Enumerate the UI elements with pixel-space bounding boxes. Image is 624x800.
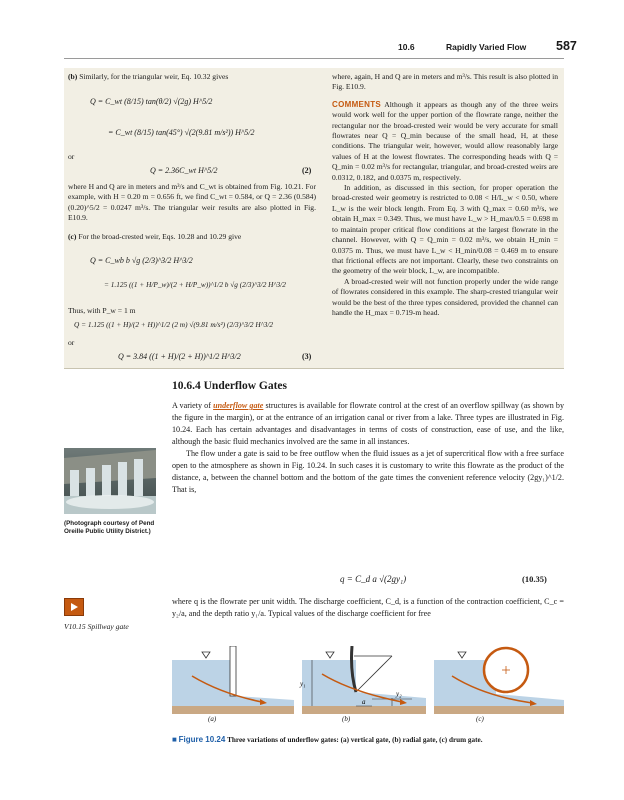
caption-square-icon: ■ xyxy=(172,735,177,744)
right-paragraph-1: where, again, H and Q are in meters and m³/s. This result is also plotted in Fig. E10.9. xyxy=(332,72,558,92)
video-label: V10.15 Spillway gate xyxy=(64,622,129,631)
figure-caption-text: Three variations of underflow gates: (a) vertical gate, (b) radial gate, (c) drum gate. xyxy=(227,736,483,744)
comments-text: Although it appears as though any of the three weirs would work well for the upper portion of the flowrate range, neither the rectangular nor the broad-crested weir would be very accurate for small flowrates near Q = Q_min because of the small head, H, at these conditions. The triangular weir, however, would allow reasonably large values of H at the lowest flowrates. The corresponding heads with Q = Q_min = 0.02 m³/s for rectangular, triangular, and broad-crested weirs are 0.0312, 0.182, and 0.0375 m, respectively. xyxy=(332,99,559,182)
equation-10-35-number: (10.35) xyxy=(522,574,547,584)
equation-3-number: (3) xyxy=(302,352,312,361)
example-part-c xyxy=(68,232,316,242)
part-b-label: (b) xyxy=(68,72,78,81)
panel-radial-gate xyxy=(299,646,426,714)
figure-label-c: (c) xyxy=(476,715,484,723)
part-c-text: For the broad-crested weir, Eqs. 10.28 and 10.29 give xyxy=(78,232,242,241)
equation-2: Q = 2.36C_wt H^5/2 xyxy=(150,166,218,175)
section-heading: 10.6.4 Underflow Gates xyxy=(172,380,287,392)
panel-vertical-gate xyxy=(172,646,294,714)
section-number: 10.6 xyxy=(398,42,415,52)
equation-c3: Q = 1.125 ((1 + H)/(2 + H))^1/2 (2 m) √(9.81 m/s²) (2/3)^3/2 H^3/2 xyxy=(74,320,274,329)
label-y2: y₂ xyxy=(396,690,402,698)
paragraph-b-text: where H and Q are in meters and m³/s and C_wt is obtained from Fig. 10.21. For example, with H = 0.20 m = 0.656 ft, we find C_wt = 0.584, or Q = 2.36 (0.584)(0.20)^5/2 = 0.0247 m³/s. The triangular weir results are also plotted in Fig. E10.9. xyxy=(68,182,316,223)
example-right-column xyxy=(332,72,558,318)
glossary-term-underflow-gate[interactable]: underflow gate xyxy=(213,401,264,410)
equation-2-number: (2) xyxy=(302,166,312,175)
part-b-text: Similarly, for the triangular weir, Eq. 10.32 gives xyxy=(79,72,229,81)
label-y1: y₁ xyxy=(300,680,306,688)
label-a: a xyxy=(362,698,366,706)
section-paragraph-3 xyxy=(172,596,564,620)
figure-label-a: (a) xyxy=(208,715,217,723)
page-number: 587 xyxy=(556,39,577,53)
section-paragraph-3-text: where q is the flowrate per unit width. The discharge coefficient, C_d, is a function of the contraction coefficient, C_c = y₂/a, and the depth ratio y₁/a. Typical values of the discharge coefficient for free xyxy=(172,597,564,618)
equation-10-35: q = C_d a √(2gy₁) xyxy=(340,574,407,584)
equation-c2: = 1.125 ((1 + H/P_w)/(2 + H/P_w))^1/2 b √g (2/3)^3/2 H^3/2 xyxy=(104,280,286,289)
comments-label: COMMENTS xyxy=(332,99,382,109)
water-surface-marker-icon xyxy=(326,652,334,658)
figure-caption xyxy=(172,735,564,746)
header-rule xyxy=(64,58,564,59)
equation-b2: = C_wt (8/15) tan(45°) √(2(9.81 m/s²)) H^5/2 xyxy=(108,128,255,137)
section-paragraph-1 xyxy=(172,400,564,496)
figure-number: Figure 10.24 xyxy=(178,735,226,744)
part-c-label: (c) xyxy=(68,232,77,241)
water-surface-marker-icon xyxy=(202,652,210,658)
photo-caption: (Photograph courtesy of Pend Oreille Public Utility District.) xyxy=(64,520,155,535)
or-1: or xyxy=(68,152,75,161)
page-header xyxy=(0,38,624,58)
figure-10-24 xyxy=(172,646,564,716)
thus-line: Thus, with P_w = 1 m xyxy=(68,306,136,315)
panel-drum-gate xyxy=(434,648,564,714)
example-part-b xyxy=(68,72,316,82)
equation-c1: Q = C_wb b √g (2/3)^3/2 H^3/2 xyxy=(90,256,193,265)
video-button[interactable] xyxy=(64,598,84,616)
paragraph-b xyxy=(68,182,316,224)
section-paragraph-2: The flow under a gate is said to be free outflow when the fluid issues as a jet of supercritical flow with a free surface open to the atmosphere as shown in Fig. 10.24. In such cases it is customary to write this flowrate as the product of the distance, a, between the channel bottom and the bottom of the gate times the convenient reference velocity (2gy₁)^1/2. That is, xyxy=(172,449,564,494)
water-surface-marker-icon xyxy=(458,652,466,658)
figure-label-b: (b) xyxy=(342,715,351,723)
running-title: Rapidly Varied Flow xyxy=(446,42,527,52)
or-2: or xyxy=(68,338,75,347)
equation-b1: Q = C_wt (8/15) tan(θ/2) √(2g) H^5/2 xyxy=(90,97,213,106)
p1-pre: A variety of xyxy=(172,401,214,410)
equation-3: Q = 3.84 ((1 + H)/(2 + H))^1/2 H^3/2 xyxy=(118,352,241,361)
spillway-photo xyxy=(64,448,156,514)
right-paragraph-2: In addition, as discussed in this section, for proper operation the broad-crested weir geometry is restricted to 0.08 < H/L_w < 0.50, where L_w is the weir block length. From Eq. 3 with Q_max = 0.60 m³/s, we obtain H_max = 0.349. Thus, we must have L_w > H_max/0.5 = 0.698 m to maintain proper critical flow conditions at the largest flowrate in the channel. However, with Q = Q_min = 0.02 m³/s, we obtain H_min = 0.0375 m. Thus, we must have L_w < H_min/0.08 = 0.469 m to ensure that frictional effects are not important. Clearly, these two constraints on the geometry of the weir block, L_w, are incompatible. xyxy=(332,183,558,276)
p1-post: structures is available for flowrate control at the crest of an overflow spillway (as shown by the figure in the margin), or at the entrance of an irrigation canal or river from a lake. Three types are illustrated in Fig. 10.24. Each has certain advantages and disadvantages in terms of costs of construction, ease of use, and the like, although the basic fluid mechanics involved are the same in all instances. xyxy=(172,401,565,446)
play-icon xyxy=(65,599,83,615)
right-paragraph-3: A broad-crested weir will not function properly under the wide range of flowrates considered in this example. The sharp-crested triangular weir would be the best of the three types considered, provided the channel can handle the H_max = 0.719-m head. xyxy=(332,276,558,317)
